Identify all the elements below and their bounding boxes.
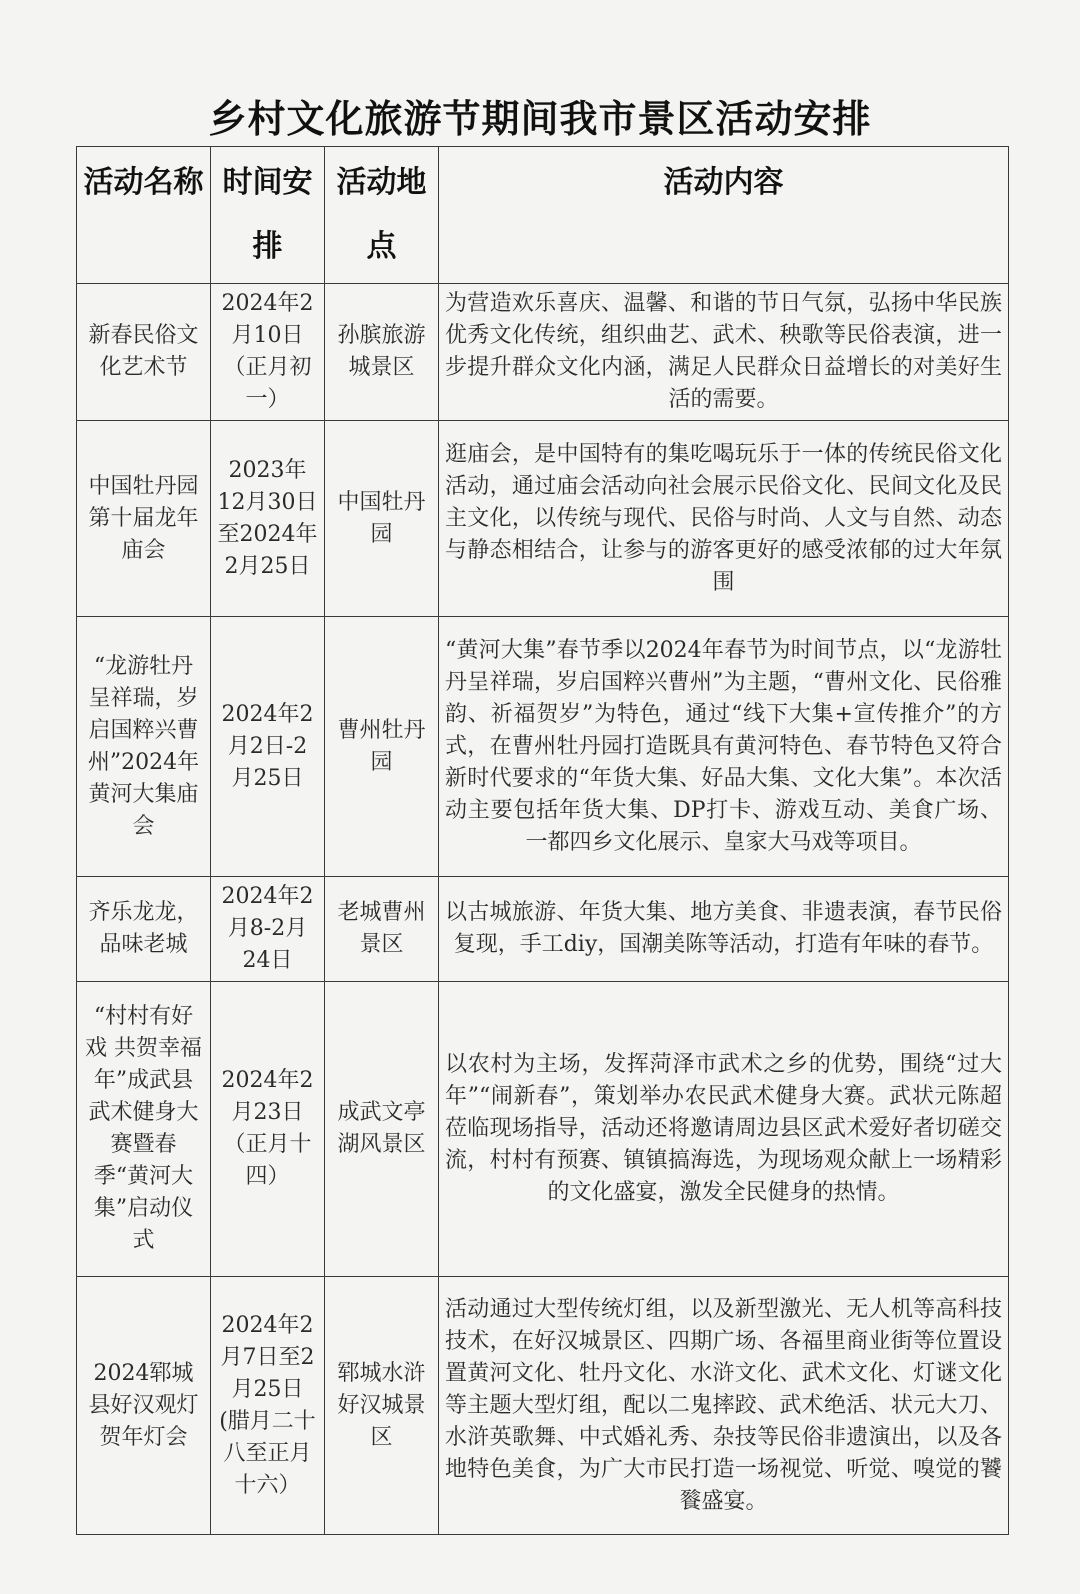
cell-activity-name: 新春民俗文化艺术节 [77, 284, 211, 421]
table-row [77, 617, 1009, 877]
header-activity-name: 活动名称 [77, 147, 211, 284]
header-activity-place: 活动地点 [325, 147, 439, 284]
cell-place: 郓城水浒好汉城景区 [325, 1277, 439, 1535]
cell-activity-name: 齐乐龙龙，品味老城 [77, 877, 211, 982]
header-time-schedule: 时间安排 [211, 147, 325, 284]
cell-place: 曹州牡丹园 [325, 617, 439, 877]
table-row [77, 284, 1009, 421]
cell-content: “黄河大集”春节季以2024年春节为时间节点，以“龙游牡丹呈祥瑞，岁启国粹兴曹州”为主题，“曹州文化、民俗雅韵、祈福贺岁”为特色，通过“线下大集+宣传推介”的方式，在曹州牡丹园打造既具有黄河特色、春节特色又符合新时代要求的“年货大集、好品大集、文化大集”。本次活动主要包括年货大集、DP打卡、游戏互动、美食广场、一都四乡文化展示、皇家大马戏等项目。 [439, 617, 1009, 877]
cell-time: 2024年2月23日（正月十四） [211, 982, 325, 1277]
cell-place: 中国牡丹园 [325, 421, 439, 617]
cell-content: 逛庙会，是中国特有的集吃喝玩乐于一体的传统民俗文化活动，通过庙会活动向社会展示民俗文化、民间文化及民主文化，以传统与现代、民俗与时尚、人文与自然、动态与静态相结合，让参与的游客更好的感受浓郁的过大年氛围 [439, 421, 1009, 617]
cell-time: 2024年2月10日（正月初一） [211, 284, 325, 421]
table-header-row [77, 147, 1009, 284]
cell-activity-name: 中国牡丹园第十届龙年庙会 [77, 421, 211, 617]
cell-content: 以古城旅游、年货大集、地方美食、非遗表演，春节民俗复现，手工diy，国潮美陈等活动，打造有年味的春节。 [439, 877, 1009, 982]
cell-time: 2024年2月7日至2月25日(腊月二十八至正月十六） [211, 1277, 325, 1535]
activity-schedule-table [76, 146, 1009, 1535]
cell-place: 老城曹州景区 [325, 877, 439, 982]
table-row [77, 421, 1009, 617]
cell-activity-name: 2024郓城县好汉观灯贺年灯会 [77, 1277, 211, 1535]
cell-place: 孙膑旅游城景区 [325, 284, 439, 421]
cell-activity-name: “龙游牡丹呈祥瑞，岁启国粹兴曹州”2024年黄河大集庙会 [77, 617, 211, 877]
cell-content: 以农村为主场，发挥菏泽市武术之乡的优势，围绕“过大年”“闹新春”，策划举办农民武术健身大赛。武状元陈超莅临现场指导，活动还将邀请周边县区武术爱好者切磋交流，村村有预赛、镇镇搞海选，为现场观众献上一场精彩的文化盛宴，激发全民健身的热情。 [439, 982, 1009, 1277]
page-title: 乡村文化旅游节期间我市景区活动安排 [208, 97, 872, 141]
cell-time: 2023年12月30日至2024年2月25日 [211, 421, 325, 617]
table-row [77, 982, 1009, 1277]
cell-time: 2024年2月2日-2月25日 [211, 617, 325, 877]
cell-place: 成武文亭湖风景区 [325, 982, 439, 1277]
cell-content: 为营造欢乐喜庆、温馨、和谐的节日气氛，弘扬中华民族优秀文化传统，组织曲艺、武术、秧歌等民俗表演，进一步提升群众文化内涵，满足人民群众日益增长的对美好生活的需要。 [439, 284, 1009, 421]
cell-activity-name: “村村有好戏 共贺幸福年”成武县武术健身大赛暨春季“黄河大集”启动仪式 [77, 982, 211, 1277]
header-activity-content: 活动内容 [439, 147, 1009, 284]
table-row [77, 877, 1009, 982]
cell-content: 活动通过大型传统灯组，以及新型激光、无人机等高科技技术，在好汉城景区、四期广场、各福里商业街等位置设置黄河文化、牡丹文化、水浒文化、武术文化、灯谜文化等主题大型灯组，配以二鬼摔跤、武术绝活、状元大刀、水浒英歌舞、中式婚礼秀、杂技等民俗非遗演出，以及各地特色美食，为广大市民打造一场视觉、听觉、嗅觉的饕餮盛宴。 [439, 1277, 1009, 1535]
table-row [77, 1277, 1009, 1535]
cell-time: 2024年2月8-2月24日 [211, 877, 325, 982]
